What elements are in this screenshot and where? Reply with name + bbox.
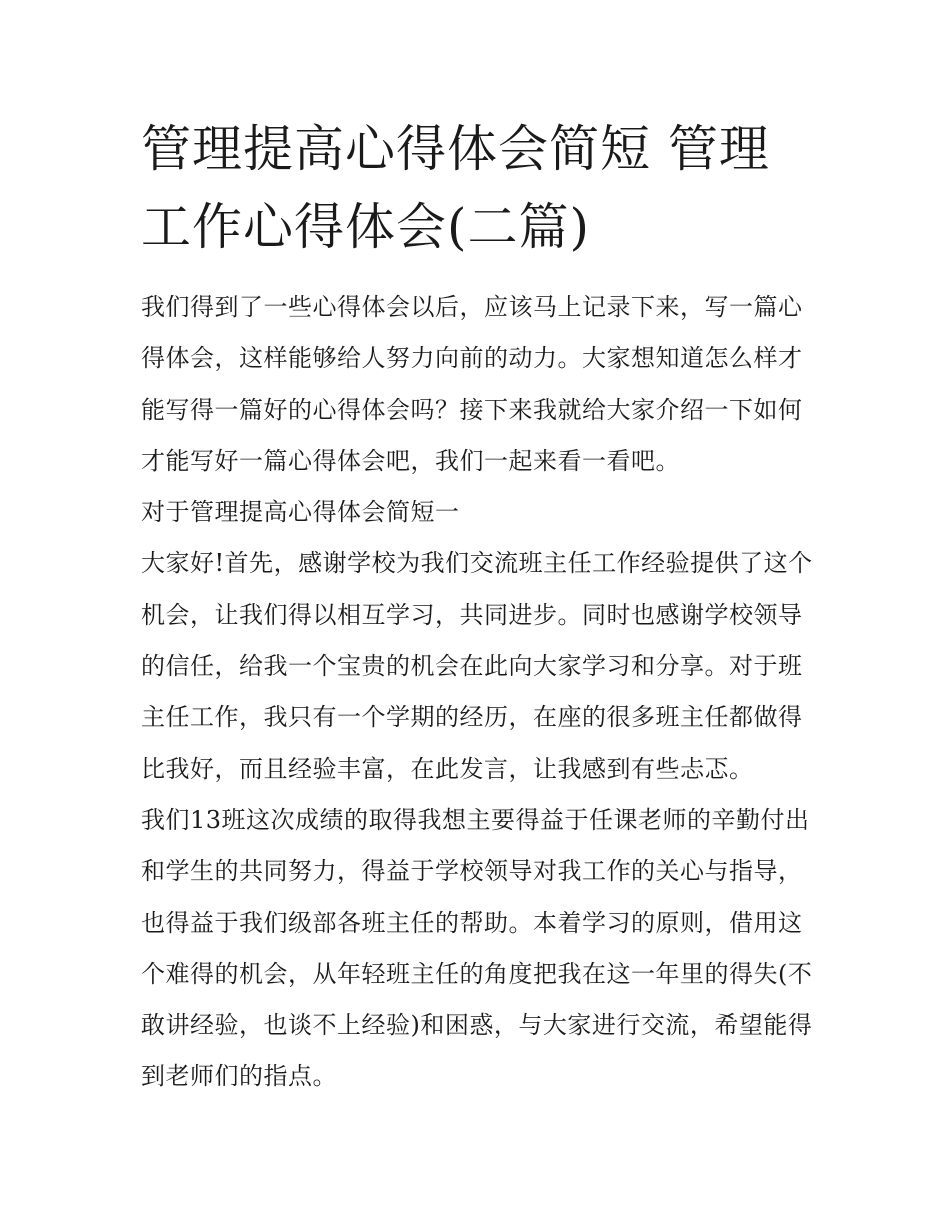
body-paragraph: 我们13班这次成绩的取得我想主要得益于任课老师的辛勤付出和学生的共同努力，得益于学校领导对我工作的关心与指导，也得益于我们级部各班主任的帮助。本着学习的原则，借用这个难得的机会，从年轻班主任的角度把我在这一年里的得失(不敢讲经验，也谈不上经验)和困惑，与大家进行交流，希望能得到老师们的指点。 bbox=[141, 805, 813, 1091]
body-paragraph: 大家好!首先，感谢学校为我们交流班主任工作经验提供了这个机会，让我们得以相互学习，共同进步。同时也感谢学校领导的信任，给我一个宝贵的机会在此向大家学习和分享。对于班主任工作，我只有一个学期的经历，在座的很多班主任都做得比我好，而且经验丰富，在此发言，让我感到有些忐忑。 bbox=[141, 549, 813, 783]
document-title: 管理提高心得体会简短 管理工作心得体会(二篇) bbox=[141, 120, 770, 256]
document-page bbox=[141, 110, 813, 1103]
document-body bbox=[141, 282, 813, 1103]
section-heading: 对于管理提高心得体会简短一 bbox=[141, 498, 460, 527]
intro-paragraph: 我们得到了一些心得体会以后，应该马上记录下来，写一篇心得体会，这样能够给人努力向前的动力。大家想知道怎么样才能写得一篇好的心得体会吗？接下来我就给大家介绍一下如何才能写好一篇心得体会吧，我们一起来看一看吧。 bbox=[141, 293, 803, 475]
